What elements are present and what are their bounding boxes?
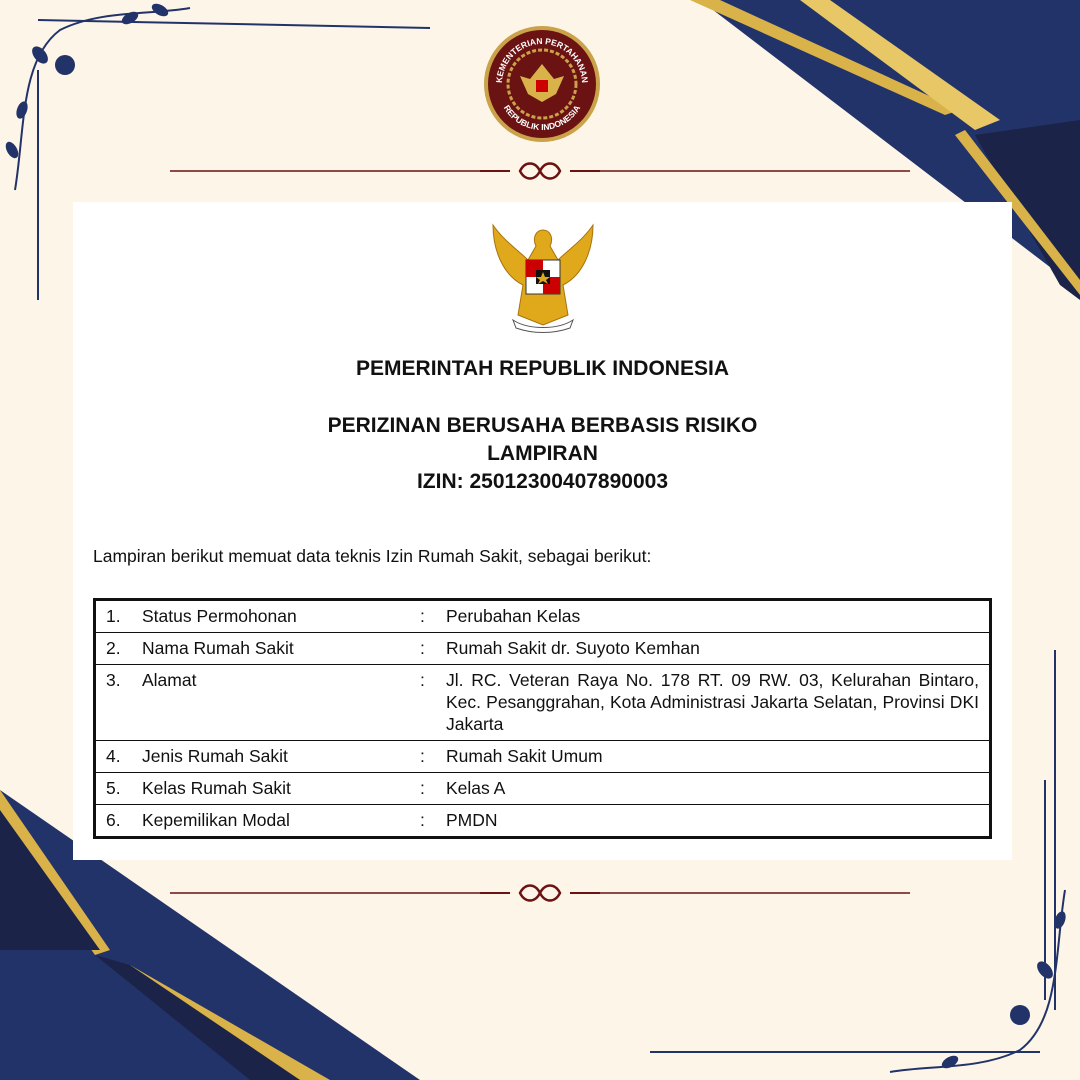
row-separator: : xyxy=(420,633,446,665)
table-row xyxy=(95,773,991,805)
row-label: Nama Rumah Sakit xyxy=(142,633,420,665)
row-number: 5. xyxy=(95,773,143,805)
row-number: 4. xyxy=(95,741,143,773)
row-number: 1. xyxy=(95,600,143,633)
table-row xyxy=(95,600,991,633)
table-row xyxy=(95,665,991,741)
intro-text: Lampiran berikut memuat data teknis Izin Rumah Sakit, sebagai berikut: xyxy=(93,546,652,566)
row-value: Jl. RC. Veteran Raya No. 178 RT. 09 RW. 03, Kelurahan Bintaro, Kec. Pesanggrahan, Kota Administrasi Jakarta Selatan, Provinsi DKI Jakarta xyxy=(446,665,991,741)
row-value: Perubahan Kelas xyxy=(446,600,991,633)
row-label: Jenis Rumah Sakit xyxy=(142,741,420,773)
heading-permit-type: PERIZINAN BERUSAHA BERBASIS RISIKO xyxy=(327,414,758,437)
row-number: 6. xyxy=(95,805,143,838)
table-row xyxy=(95,805,991,838)
row-number: 3. xyxy=(95,665,143,741)
license-document xyxy=(73,202,1012,860)
row-label: Kepemilikan Modal xyxy=(142,805,420,838)
svg-text:REPUBLIK INDONESIA: REPUBLIK INDONESIA xyxy=(501,103,583,133)
row-separator: : xyxy=(420,600,446,633)
row-label: Alamat xyxy=(142,665,420,741)
garuda-pancasila-emblem xyxy=(488,220,598,335)
row-value: Kelas A xyxy=(446,773,991,805)
table-row xyxy=(95,633,991,665)
heading-government: PEMERINTAH REPUBLIK INDONESIA xyxy=(356,357,729,380)
row-number: 2. xyxy=(95,633,143,665)
row-label: Kelas Rumah Sakit xyxy=(142,773,420,805)
ornamental-divider-bottom xyxy=(170,883,910,903)
ornamental-divider-top xyxy=(170,161,910,181)
heading-attachment: LAMPIRAN xyxy=(487,442,598,465)
technical-data-table xyxy=(93,598,992,839)
row-separator: : xyxy=(420,665,446,741)
heading-permit-number: IZIN: 25012300407890003 xyxy=(416,470,669,493)
row-value: Rumah Sakit dr. Suyoto Kemhan xyxy=(446,633,991,665)
row-separator: : xyxy=(420,773,446,805)
table-row xyxy=(95,741,991,773)
svg-text:KEMENTERIAN PERTAHANAN: KEMENTERIAN PERTAHANAN xyxy=(493,35,591,84)
row-value: PMDN xyxy=(446,805,991,838)
kementerian-pertahanan-seal xyxy=(482,24,602,144)
row-label: Status Permohonan xyxy=(142,600,420,633)
row-value: Rumah Sakit Umum xyxy=(446,741,991,773)
row-separator: : xyxy=(420,741,446,773)
row-separator: : xyxy=(420,805,446,838)
